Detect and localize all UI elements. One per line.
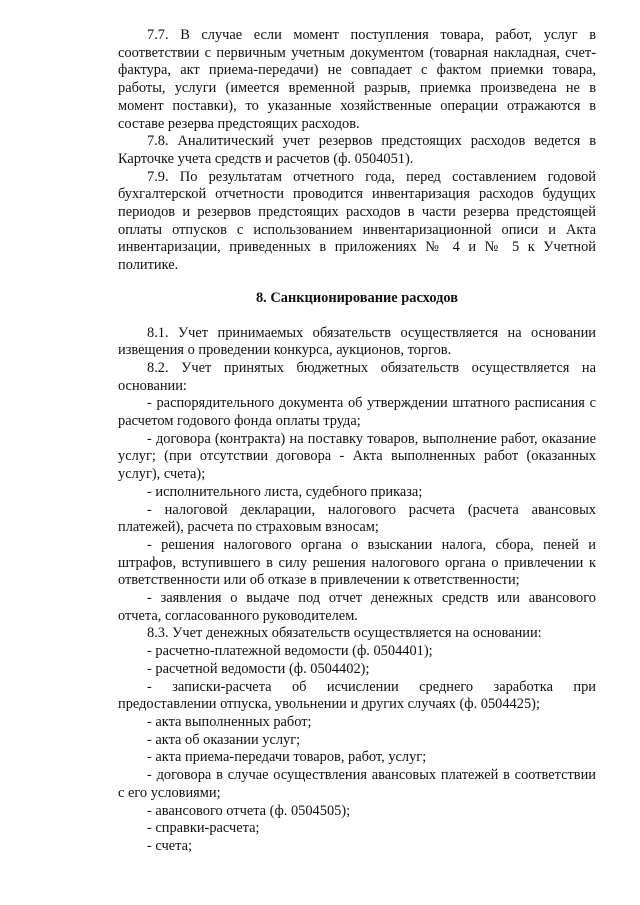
list-item: - налоговой декларации, налогового расчета (расчета авансовых платежей), расчета по страховым взносам;	[118, 501, 596, 536]
paragraph-7-9: 7.9. По результатам отчетного года, перед составлением годовой бухгалтерской отчетности проводится инвентаризация расходов будущих периодов и резервов предстоящих расходов в части резерва предстоящей оплаты отпусков с использованием инвентаризационной описи и Акта инвентаризации, приведенных в приложениях № 4 и № 5 к Учетной политике.	[118, 168, 596, 274]
list-item: - акта об оказании услуг;	[147, 731, 301, 748]
paragraph-8-2: 8.2. Учет принятых бюджетных обязательств осуществляется на основании:	[118, 359, 596, 394]
section-heading: 8. Санкционирование расходов	[255, 289, 458, 306]
list-item: - справки-расчета;	[147, 820, 260, 837]
list-item: - договора в случае осуществления авансовых платежей в соответствии с его условиями;	[118, 767, 596, 801]
paragraph-7-8: 7.8. Аналитический учет резервов предстоящих расходов ведется в Карточке учета средств и расчетов (ф. 0504051).	[118, 133, 596, 167]
paragraph-7-7: 7.7. В случае если момент поступления товара, работ, услуг в соответствии с первичным учетным документом (товарная накладная, счет-фактура, акт приема-передачи) не совпадает с фактом приемки товара, работы, услуги (имеется временной разрыв, приемка произведена не в момент поставки), то указанные хозяйственные операции отражаются в составе резерва предстоящих расходов.	[118, 27, 596, 132]
list-item: - записки-расчета об исчислении среднего заработка при предоставлении отпуска, увольнении и других случаях (ф. 0504425);	[118, 678, 596, 713]
list-item: - решения налогового органа о взыскании налога, сбора, пеней и штрафов, вступившего в силу решения налогового органа о привлечении к ответственности или об отказе в привлечении к ответственности;	[118, 536, 596, 589]
list-item: - акта приема-передачи товаров, работ, услуг;	[147, 749, 427, 766]
list-item: - заявления о выдаче под отчет денежных средств или авансового отчета, согласованного руководителем.	[118, 590, 596, 624]
list-item: - исполнительного листа, судебного приказа;	[147, 483, 423, 500]
spacer	[118, 308, 596, 325]
list-item: - расчетной ведомости (ф. 0504402);	[147, 660, 370, 677]
list-item: - договора (контракта) на поставку товаров, выполнение работ, оказание услуг; (при отсутствии договора - Акта выполненных работ (оказанных услуг), счета);	[118, 430, 596, 483]
paragraph-8-3: 8.3. Учет денежных обязательств осуществляется на основании:	[147, 625, 542, 642]
paragraph-8-1: 8.1. Учет принимаемых обязательств осуществляется на основании извещения о проведении конкурса, аукционов, торгов.	[118, 324, 596, 359]
list-item: - счета;	[147, 837, 192, 854]
document-page	[118, 27, 596, 856]
list-item: - акта выполненных работ;	[147, 714, 312, 730]
list-item: - расчетно-платежной ведомости (ф. 0504401);	[147, 643, 433, 660]
spacer	[118, 275, 596, 290]
list-item: - авансового отчета (ф. 0504505);	[147, 802, 351, 819]
list-item: - распорядительного документа об утверждении штатного расписания с расчетом годового фонда оплаты труда;	[118, 395, 596, 430]
